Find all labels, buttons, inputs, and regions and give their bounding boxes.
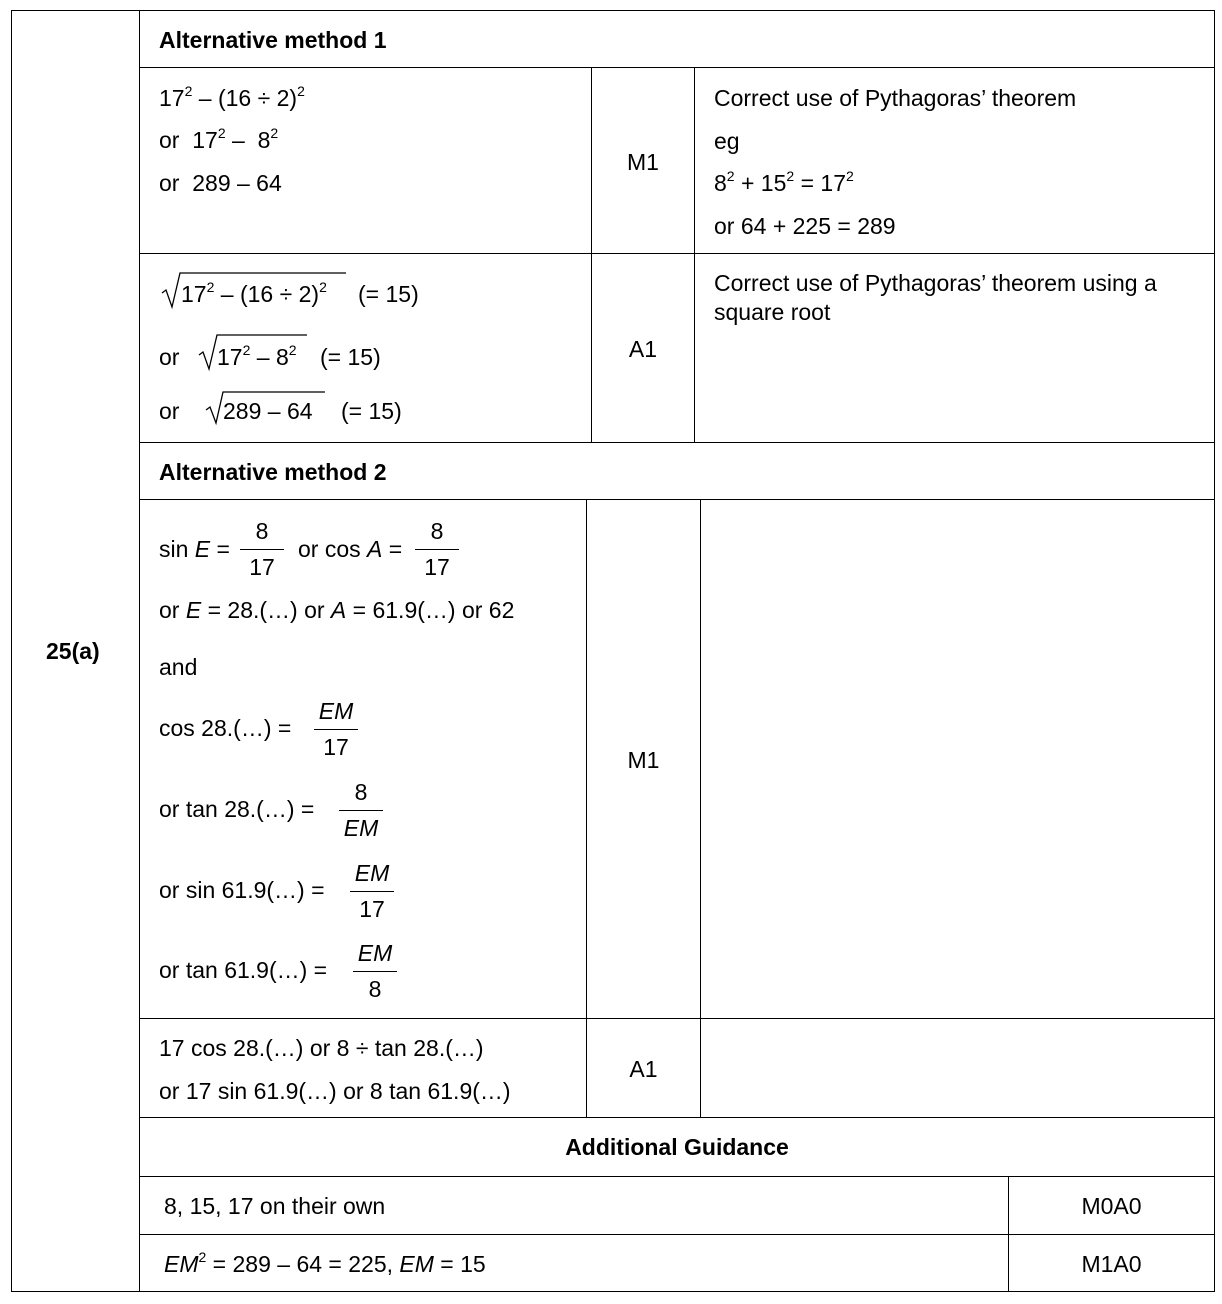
text: sin: [159, 536, 195, 562]
rule: [139, 442, 1215, 443]
alt1-row1-guidance-1: Correct use of Pythagoras’ theorem: [714, 85, 1077, 111]
denominator: 17: [359, 896, 385, 922]
variable: E: [194, 536, 211, 562]
alt2-cos-28: cos 28.(…) =: [159, 715, 292, 741]
denominator: EM: [343, 815, 379, 841]
fraction-bar: [240, 549, 284, 550]
text: 8: [714, 170, 727, 196]
exponent: 2: [242, 342, 251, 358]
guidance-row-1-text: 8, 15, 17 on their own: [164, 1193, 386, 1219]
alt2-row1-mark: M1: [627, 747, 660, 773]
alt1-row2-mark: A1: [628, 336, 658, 362]
alt2-sin-61: or sin 61.9(…) =: [159, 877, 325, 903]
exponent: 2: [726, 168, 735, 184]
alt2-angle-line: [159, 599, 514, 622]
alt1-row2-sqrt1: [181, 279, 327, 307]
exponent: 2: [270, 125, 279, 141]
fraction-8-17: [415, 520, 459, 579]
fraction-bar: [353, 971, 397, 972]
numerator: 8: [354, 779, 368, 805]
text: 17: [217, 344, 243, 370]
alt2-tan-61: or tan 61.9(…) =: [159, 957, 328, 983]
rule: [586, 499, 587, 1118]
variable: A: [367, 536, 383, 562]
fraction-bar: [350, 891, 394, 892]
rule: [591, 67, 592, 443]
table-border-bottom: [11, 1291, 1215, 1292]
text: = 15: [433, 1251, 486, 1277]
alt1-row2-sqrt2-after: (= 15): [320, 344, 381, 370]
numerator: EM: [318, 698, 354, 724]
rule: [139, 67, 1215, 68]
table-border-top: [11, 10, 1215, 11]
numerator: EM: [354, 860, 390, 886]
text: + 15: [734, 170, 787, 196]
exponent: 2: [288, 342, 297, 358]
variable: E: [185, 597, 202, 623]
rule: [139, 253, 1215, 254]
alt1-row1-guidance-4: or 64 + 225 = 289: [714, 213, 896, 239]
text: – 8: [225, 127, 271, 153]
alt2-row2-line2: or 17 sin 61.9(…) or 8 tan 61.9(…): [159, 1078, 511, 1104]
text: or 17: [159, 127, 218, 153]
exponent: 2: [206, 279, 215, 295]
rule: [700, 499, 701, 1118]
text: = 28.(…) or: [201, 597, 331, 623]
exponent: 2: [845, 168, 854, 184]
exponent: 2: [217, 125, 226, 141]
alt1-row1-line3: or 289 – 64: [159, 170, 282, 196]
text: – 8: [250, 344, 289, 370]
alt1-row1-guidance-2: eg: [714, 128, 740, 154]
variable: A: [330, 597, 347, 623]
rule: [694, 67, 695, 443]
alt1-row2-or-2: or: [159, 344, 180, 370]
numerator: 8: [255, 518, 269, 544]
fraction-bar: [339, 810, 383, 811]
exponent: 2: [297, 83, 305, 99]
fraction-bar: [415, 549, 459, 550]
variable: EM: [164, 1251, 199, 1277]
alt1-row1-guidance-3: [714, 168, 854, 196]
text: = 17: [794, 170, 846, 196]
fraction-EM-17: [350, 862, 394, 921]
text: or cos: [298, 536, 368, 562]
alt2-sin-line: [159, 538, 230, 561]
alt1-row2-guidance-2: square root: [714, 299, 831, 325]
text: – (16 ÷ 2): [214, 281, 320, 307]
question-number: 25(a): [46, 638, 100, 664]
alt1-row2-sqrt3-after: (= 15): [341, 398, 402, 424]
alt1-row2-or-3: or: [159, 398, 180, 424]
guidance-row-1-mark: M0A0: [1081, 1193, 1142, 1219]
guidance-row-2-mark: M1A0: [1081, 1251, 1142, 1277]
rule: [139, 1018, 1215, 1019]
fraction-8-EM: [339, 781, 383, 840]
table-border-right: [1214, 10, 1215, 1292]
alt2-row2-line1: 17 cos 28.(…) or 8 ÷ tan 28.(…): [159, 1035, 484, 1061]
fraction-EM-8: [353, 942, 397, 1001]
text: = 61.9(…) or 62: [346, 597, 515, 623]
denominator: 8: [368, 976, 382, 1002]
alt2-heading: Alternative method 2: [159, 459, 387, 485]
fraction-8-17: [240, 520, 284, 579]
denominator: 17: [424, 554, 450, 580]
alt1-row2-guidance-1: Correct use of Pythagoras’ theorem using a: [714, 270, 1157, 296]
guidance-row-2-text: [164, 1249, 486, 1277]
text: =: [382, 536, 403, 562]
numerator: EM: [357, 940, 393, 966]
denominator: 17: [323, 734, 349, 760]
rule: [139, 1176, 1215, 1177]
exponent: 2: [198, 1249, 207, 1265]
rule: [139, 1117, 1215, 1118]
exponent: 2: [786, 168, 795, 184]
exponent: 2: [319, 279, 327, 295]
alt2-tan-28: or tan 28.(…) =: [159, 796, 315, 822]
denominator: 17: [249, 554, 275, 580]
text: 17: [159, 85, 185, 111]
fraction-bar: [314, 729, 358, 730]
alt1-row2-sqrt1-after: (= 15): [358, 281, 419, 307]
alt1-heading: Alternative method 1: [159, 27, 387, 53]
text: – (16 ÷ 2): [192, 85, 298, 111]
exponent: 2: [184, 83, 193, 99]
alt2-row2-mark: A1: [629, 1056, 658, 1082]
fraction-EM-17: [314, 700, 358, 759]
question-column-divider: [139, 10, 140, 1292]
alt1-row2-sqrt3: 289 – 64: [223, 398, 313, 424]
text: =: [210, 536, 230, 562]
alt1-row1-line1: [159, 83, 305, 111]
rule: [139, 1234, 1215, 1235]
alt2-cos-line: [298, 538, 402, 561]
text: 17: [181, 281, 207, 307]
alt1-row1-line2: [159, 125, 279, 153]
text: or: [159, 597, 186, 623]
numerator: 8: [430, 518, 444, 544]
variable: EM: [399, 1251, 434, 1277]
rule: [139, 499, 1215, 500]
alt2-and: and: [159, 654, 198, 680]
additional-guidance-heading: Additional Guidance: [565, 1134, 789, 1160]
table-border-left: [11, 10, 12, 1292]
alt1-row2-sqrt2: [217, 342, 297, 370]
alt1-row1-mark: M1: [627, 149, 659, 175]
text: = 289 – 64 = 225,: [206, 1251, 400, 1277]
